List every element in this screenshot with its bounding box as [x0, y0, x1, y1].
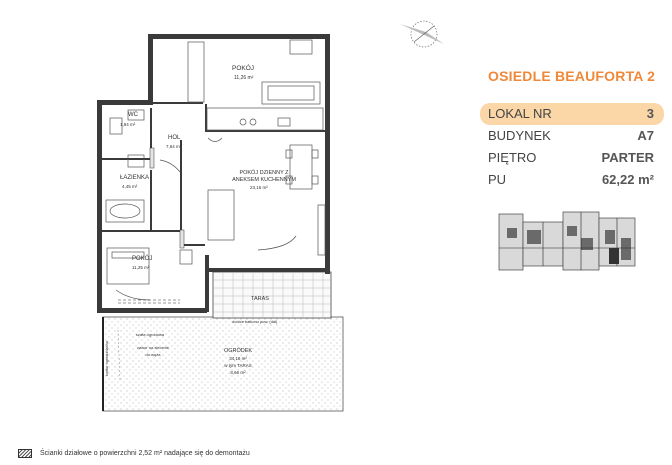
unit-info-table — [480, 103, 664, 191]
info-row-pietro — [480, 147, 664, 169]
room-label-taras: TARAS — [251, 296, 269, 302]
room-label-pokoj-bottom: POKÓJ — [132, 256, 153, 262]
info-key: LOKAL NR — [488, 106, 552, 121]
info-value: PARTER — [601, 150, 654, 165]
walls — [97, 34, 330, 313]
room-label-wc: WC — [128, 112, 138, 118]
room-label-lazienka: ŁAZIENKA — [120, 175, 150, 181]
room-area-ogrodek-2: w tym TARAS — [224, 363, 252, 368]
info-value: A7 — [637, 128, 654, 143]
room-label-ogrodek: OGRÓDEK — [223, 348, 253, 354]
info-key: PU — [488, 172, 507, 187]
room-label-dzienny-2: ANEKSEM KUCHENNYM — [232, 177, 296, 183]
info-row-lokal — [480, 103, 664, 125]
annotation-szafka: szafa ogrodowa — [135, 332, 165, 337]
room-area-hol: 7,64 m² — [166, 144, 182, 149]
info-value: 62,22 m² — [601, 172, 654, 187]
info-value: 3 — [646, 106, 654, 121]
room-label-dzienny-1: POKÓJ DZIENNY Z — [239, 170, 289, 176]
project-title: OSIEDLE BEAUFORTA 2 — [488, 68, 656, 84]
annotation-zawor-2: do węża — [145, 352, 161, 357]
terrace-grid — [213, 272, 331, 318]
info-key: PIĘTRO — [488, 150, 537, 165]
annotation-donice: donice balkonu pow. (dół) — [232, 319, 278, 324]
annotation-kontur: kontur ogrodu/dachu — [105, 341, 109, 376]
room-area-pokoj-bottom: 11,25 m² — [132, 265, 150, 270]
room-label-hol: HOL — [168, 135, 181, 141]
info-row-pu — [480, 169, 664, 191]
footnote: Ścianki działowe o powierzchni 2,52 m² nadające się do demontażu — [40, 450, 250, 457]
room-area-dzienny: 23,16 m² — [250, 185, 268, 190]
room-area-ogrodek-3: 8,66 m² — [230, 370, 246, 375]
hatch-pattern-icon — [18, 449, 32, 458]
annotation-zawor-1: zawór na zlecenie — [136, 345, 170, 350]
room-area-wc: 1,94 m² — [120, 122, 136, 127]
room-area-lazienka: 4,45 m² — [122, 184, 138, 189]
room-label-pokoj-top: POKÓJ — [232, 65, 255, 72]
north-compass-icon — [400, 21, 444, 47]
demolishable-walls — [150, 148, 184, 248]
info-key: BUDYNEK — [488, 128, 551, 143]
building-key-plan — [497, 208, 639, 283]
room-area-pokoj-top: 11,26 m² — [234, 75, 254, 81]
info-row-budynek — [480, 125, 664, 147]
room-area-ogrodek: 34,18 m² — [229, 356, 247, 361]
